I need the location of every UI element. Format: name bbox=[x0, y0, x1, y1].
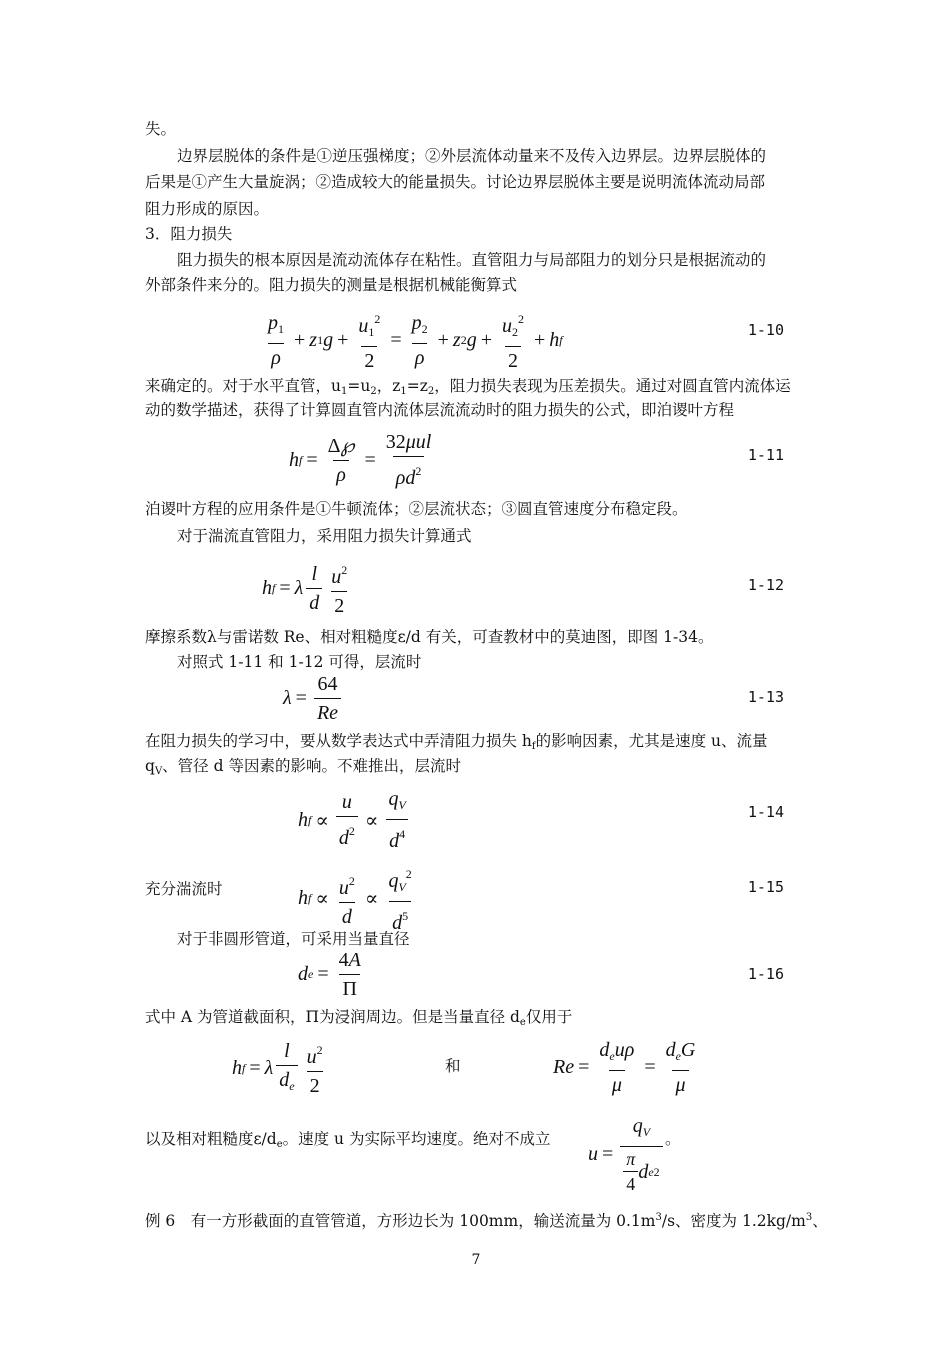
equation-equivalent-diameter: d e = $\frac{4A}{\Pi}$ bbox=[298, 949, 361, 1000]
section-heading: 3．阻力损失 bbox=[145, 225, 233, 243]
text-line: 后果是①产生大量旋涡；②造成较大的能量损失。讨论边界层脱体主要是说明流体流动局部 bbox=[145, 173, 766, 191]
page-number: 7 bbox=[471, 1252, 481, 1268]
equation-darcy: h f = λ $\frac{l}{d}$ $\frac{u^2}{2}$ bbox=[262, 562, 348, 617]
equation-number: 1-14 bbox=[747, 803, 784, 821]
equation-number: 1-15 bbox=[747, 878, 784, 896]
text-line: 摩擦系数λ与雷诺数 Re、相对粗糙度ε/d 有关，可查教材中的莫迪图，即图 1-34。 bbox=[145, 628, 714, 646]
text-line: qV、管径 d 等因素的影响。不难推出，层流时 bbox=[145, 757, 461, 777]
equation-laminar-lambda: λ = $\frac{64}{Re}$ bbox=[283, 672, 344, 725]
conjunction-text: 和 bbox=[445, 1057, 461, 1075]
text-line: 阻力损失的根本原因是流动流体存在粘性。直管阻力与局部阻力的划分只是根据流动的 bbox=[177, 251, 767, 269]
equation-turbulent-proportional: h f ∝ $\frac{u^2}{d}$ ∝ $\frac{q_V^2}{d^5}$ bbox=[298, 867, 412, 934]
text-line: 来确定的。对于水平直管，u1=u2，z1=z2，阻力损失表现为压差损失。通过对圆直管内流体运 bbox=[145, 377, 791, 397]
text-line: 边界层脱体的条件是①逆压强梯度；②外层流体动量来不及传入边界层。边界层脱体的 bbox=[177, 147, 767, 165]
equation-mechanical-energy: $\frac{p_1}{\rho}$ + z 1 g + $\frac{u_1^2}{2}$ = $\frac{p_2}{\rho}$ + z 2 g + $\frac{u_2^2}{2}$ + h f bbox=[268, 311, 563, 372]
equation-number: 1-13 bbox=[747, 688, 784, 706]
text-line: 对照式 1-11 和 1-12 可得，层流时 bbox=[177, 653, 422, 671]
text-line: 在阻力损失的学习中，要从数学表达式中弄清阻力损失 hf的影响因素，尤其是速度 u、流量 bbox=[145, 732, 768, 752]
equation-average-velocity: u = $q_V$ $\frac{\pi}{4}$ d e 2 bbox=[588, 1114, 666, 1194]
text-line: 阻力形成的原因。 bbox=[145, 200, 270, 218]
text-line: 对于湍流直管阻力，采用阻力损失计算通式 bbox=[177, 527, 472, 545]
equation-darcy-equivalent: h f = λ $\frac{l}{d_e}$ $\frac{u^2}{2}$ bbox=[232, 1039, 323, 1097]
equation-number: 1-10 bbox=[747, 321, 784, 339]
equation-reynolds: Re = $\frac{d_eu\rho}{\mu}$ = $\frac{d_eG}{\mu}$ bbox=[553, 1039, 696, 1096]
equation-laminar-proportional: h f ∝ $\frac{u}{d^2}$ ∝ $\frac{q_V}{d^4}$ bbox=[298, 787, 412, 853]
text-line: 失。 bbox=[145, 120, 177, 138]
equation-number: 1-16 bbox=[747, 965, 784, 983]
text-line: 动的数学描述，获得了计算圆直管内流体层流流动时的阻力损失的公式，即泊谡叶方程 bbox=[145, 401, 735, 419]
example-text: 例 6 有一方形截面的直管管道，方形边长为 100mm，输送流量为 $0.1m^3/s$、密度为 $1.2kg/m^3$、 bbox=[145, 1212, 828, 1230]
text-line: 式中 A 为管道截面积，Π为浸润周边。但是当量直径 de仅用于 bbox=[145, 1008, 573, 1028]
text-line: 以及相对粗糙度ε/de。速度 u 为实际平均速度。绝对不成立 bbox=[145, 1130, 551, 1150]
equation-number: 1-11 bbox=[747, 446, 784, 464]
text-line: 泊谡叶方程的应用条件是①牛顿流体；②层流状态；③圆直管速度分布稳定段。 bbox=[145, 500, 688, 518]
equation-number: 1-12 bbox=[747, 576, 784, 594]
text-line: 。 bbox=[665, 1130, 681, 1148]
text-line: 对于非圆形管道，可采用当量直径 bbox=[177, 930, 410, 948]
text-line: 外部条件来分的。阻力损失的测量是根据机械能衡算式 bbox=[145, 276, 518, 294]
text-line: 充分湍流时 bbox=[145, 880, 223, 898]
equation-poiseuille: h f = $\frac{\Delta℘}{\rho}$ = $\frac{\text{32μul}}{\rho d^2}$ bbox=[289, 431, 432, 489]
